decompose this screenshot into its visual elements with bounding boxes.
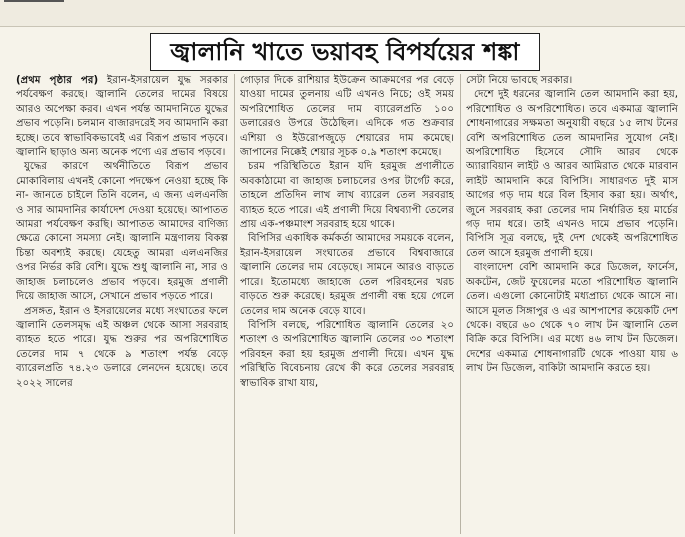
paragraph: প্রসঙ্গত, ইরান ও ইসরায়েলের মধ্যে সংঘাতের ফলে জ্বালানি তেলসমৃদ্ধ এই অঞ্চল থেকে আসা সরবরাহ ব্যাহত হতে পারে। যুদ্ধ শুরুর পর অপরিশোধিত তেলের দাম ৭ থেকে ৯ শতাংশ পর্যন্ত বেড়ে ব্যারেলপ্রতি ৭৪.২৩ ডলারে লেনদেন হয়েছে। তবে ২০২২ সালের <box>16 305 228 389</box>
paragraph: বিপিসির একাধিক কর্মকর্তা আমাদের সময়কে বলেন, ইরান-ইসরায়েল সংঘাতের প্রভাবে বিশ্ববাজারে জ্বালানি তেলের দাম বেড়েছে। সামনে আরও বাড়তে পারে। ইতোমধ্যে জাহাজে তেল পরিবহনের খরচ বাড়তে শুরু করেছে। হরমুজ প্রণালী বন্ধ হয়ে গেলে তেলের দাম অনেক বেড়ে যাবে। <box>240 233 454 317</box>
paragraph <box>16 74 228 160</box>
headline: জ্বালানি খাতে ভয়াবহ বিপর্যয়ের শঙ্কা <box>170 38 520 66</box>
paragraph: সেটা নিয়ে ভাবছে সরকার। <box>466 75 573 86</box>
article-body <box>16 74 680 534</box>
previous-article-strip <box>0 0 685 27</box>
column-1 <box>16 74 228 534</box>
paragraph: যুদ্ধের কারণে অর্থনীতিতে বিরূপ প্রভাব মোকাবিলায় এখনই কোনো পদক্ষেপ নেওয়া হচ্ছে কি না- জানতে চাইলে তিনি বলেন, এ জন্য এলএনজি ও সার আমদানির কার্যাদেশ দেওয়া হয়েছে। আপাতত আমরা পর্যবেক্ষণ করছি। আপাতত আমাদের বাণিজ্য ক্ষেত্রে কোনো সমস্যা নেই। জ্বালানি মন্ত্রণালয় বিকল্প চিন্তা অবশ্যই করছে। যেহেতু আমরা এলএনজির ওপর নির্ভর করি বেশি। যুদ্ধে শুধু জ্বালানি না, সার ও জাহাজ চলাচলেও প্রভাব পড়বে। হরমুজ প্রণালী দিয়ে জাহাজ আসে, সেখানে প্রভাব পড়তে পারে। <box>16 161 228 303</box>
column-3 <box>466 74 678 534</box>
paragraph: দেশে দুই ধরনের জ্বালানি তেল আমদানি করা হয়, পরিশোধিত ও অপরিশোধিত। তবে একমাত্র জ্বালানি শোধনাগারের সক্ষমতা অনুযায়ী বছরে ১৫ লাখ টনের বেশি অপরিশোধিত তেল আমদানির সুযোগ নেই। অপরিশোধিত হিসেবে সৌদি আরব থেকে অ্যারাবিয়ান লাইট ও আরব আমিরাত থেকে মারবান লাইট আমদানি করে বিপিসি। সাধারণত দুই মাস আগের গড় দাম ধরে বিল হিসাব করা হয়। অর্থাৎ, জুনে সরবরাহ করা তেলের দাম নির্ধারিত হয় মার্চের গড় দাম ধরে। তাই এখনও দামে প্রভাব পড়েনি। বিপিসি সূত্র বলছে, দুই দেশ থেকেই অপরিশোধিত তেল আসে হরমুজ প্রণালী হয়ে। <box>466 89 678 259</box>
paragraph: বিপিসি বলছে, পরিশোধিত জ্বালানি তেলের ২০ শতাংশ ও অপরিশোধিত জ্বালানি তেলের ৩০ শতাংশ পরিবহন করা হয় হরমুজ প্রণালী দিয়ে। এখন যুদ্ধ পরিস্থিতি বিবেচনায় রেখে কী করে তেলের সরবরাহ স্বাভাবিক রাখা যায়, <box>240 319 454 389</box>
column-2 <box>240 74 454 534</box>
continuation-tag: (প্রথম পৃষ্ঠার পর) <box>16 75 99 86</box>
paragraph: বাংলাদেশ বেশি আমদানি করে ডিজেল, ফার্নেস, অকটেন, জেট ফুয়েলের মতো পরিশোধিত জ্বালানি তেল। এগুলো কোনোটাই মধ্যপ্রাচ্য থেকে আসে না। আসে মূলত সিঙ্গাপুর ও এর আশপাশের কয়েকটি দেশ থেকে। বছরে ৬০ থেকে ৭০ লাখ টন জ্বালানি তেল বিক্রি করে বিপিসি। এর মধ্যে ৪৬ লাখ টন ডিজেল। দেশের একমাত্র শোধনাগারটি থেকে পাওয়া যায় ৬ লাখ টন ডিজেল, বাকিটা আমদানি করতে হয়। <box>466 262 678 375</box>
headline-box <box>150 33 540 71</box>
paragraph: গোড়ার দিকে রাশিয়ার ইউক্রেন আক্রমণের পর বেড়ে যাওয়া দামের তুলনায় এটি এখনও নিচে; ওই সময় অপরিশোধিত তেলের দাম ব্যারেলপ্রতি ১০০ ডলারেরও উপরে উঠেছিল। এদিকে গত শুক্রবার এশিয়া ও ইউরোপজুড়ে শেয়ারের দাম কমেছে। জাপানের নিক্কেই শেয়ার সূচক ০.৯ শতাংশ কমেছে। <box>240 75 454 159</box>
paragraph-text: ইরান-ইসরায়েল যুদ্ধ সরকার পর্যবেক্ষণ করছে। জ্বালানি তেলের দামের বিষয়ে আরও অপেক্ষা করব। এখন পর্যন্ত আমদানিতে যুদ্ধের প্রভাব পড়েনি। চলমান বাজারদরেই সব আমদানি করা হচ্ছে। তবে স্বাভাবিকভাবেই এর বিরূপ প্রভাব পড়বে। জ্বালানি ছাড়াও অন্য অনেক পণ্যে এর প্রভাব পড়বে। <box>16 75 228 159</box>
paragraph: চরম পরিস্থিতিতে ইরান যদি হরমুজ প্রণালীতে অবকাঠামো বা জাহাজ চলাচলের ওপর টার্গেট করে, তাহলে প্রতিদিন লাখ লাখ ব্যারেল তেল সরবরাহ ব্যাহত হতে পারে। এই প্রণালী দিয়ে বিশ্বব্যাপী তেলের প্রায় এক-পঞ্চমাংশ সরবরাহ হয়ে থাকে। <box>240 161 454 231</box>
cut-off-rule <box>4 0 64 6</box>
